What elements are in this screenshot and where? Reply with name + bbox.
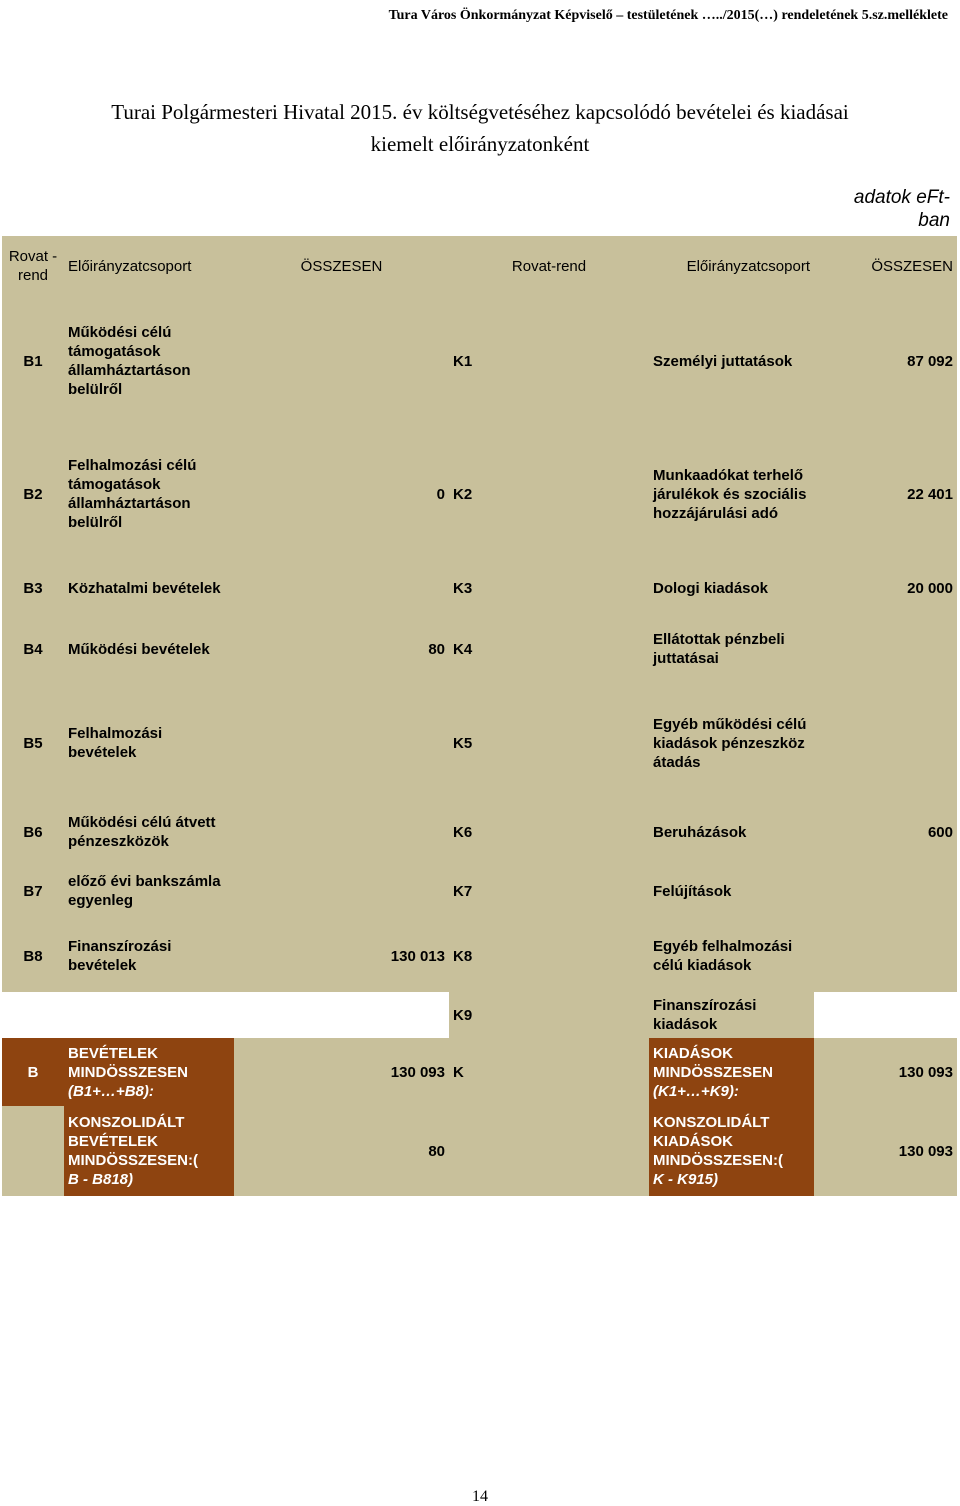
- row-k-label: Dologi kiadások: [653, 579, 769, 597]
- row-code: B6: [23, 823, 43, 841]
- table-header-row: [2, 236, 957, 296]
- row-label: Működési bevételek: [68, 640, 210, 658]
- konsz-value: 80: [234, 1106, 449, 1196]
- row-k-value: [814, 920, 957, 992]
- table-row-b4: [2, 614, 957, 684]
- table-row-b5: [2, 684, 957, 802]
- row-label: Felhalmozási célú támogatások államháztartáson belülről: [68, 457, 197, 531]
- row-k-label: Egyéb működési célú kiadások pénzeszköz átadás: [653, 715, 807, 771]
- row-label: Működési célú támogatások államháztartáson belülről: [68, 324, 191, 398]
- col-header-eloiranyzat-left: Előirányzatcsoport: [68, 257, 192, 275]
- total-k-label-formula: (K1+…+K9):: [653, 1082, 739, 1100]
- row-value: [234, 992, 449, 1038]
- total-label-formula: (B1+…+B8):: [68, 1082, 154, 1100]
- konsz-label-text: KONSZOLIDÁLT BEVÉTELEK MINDÖSSZESEN:(: [68, 1114, 199, 1169]
- row-k-code: K9: [449, 992, 649, 1038]
- row-code: [2, 992, 64, 1038]
- row-value: 0: [436, 485, 445, 503]
- total-value: 130 093: [234, 1038, 449, 1106]
- row-value: [234, 296, 449, 426]
- row-k-label: Felújítások: [653, 882, 732, 900]
- row-k-label: Beruházások: [653, 823, 747, 841]
- konsz-k-code: [449, 1106, 649, 1196]
- total-k-label: [649, 1038, 814, 1106]
- row-code: B8: [23, 947, 43, 965]
- col-header-osszesen-left: ÖSSZESEN: [300, 257, 383, 275]
- row-value: [234, 862, 449, 920]
- row-value: 130 013: [390, 947, 445, 965]
- total-k-value: 130 093: [814, 1038, 957, 1106]
- col-header-rovat: Rovat - rend: [8, 248, 58, 284]
- table-row-b7: [2, 862, 957, 920]
- row-k-label: Egyéb felhalmozási célú kiadások: [653, 938, 793, 974]
- row-label: [64, 992, 234, 1038]
- konsz-label-formula: B - B818): [68, 1171, 134, 1188]
- konsz-k-label-formula: K - K915): [653, 1171, 719, 1188]
- row-label: Finanszírozási bevételek: [68, 938, 172, 974]
- row-k-code: K6: [453, 823, 473, 841]
- row-k-code: K2: [453, 485, 473, 503]
- row-k-code: K7: [453, 882, 473, 900]
- page-number: 14: [472, 1488, 488, 1505]
- table-row-b1: [2, 296, 957, 426]
- row-code: B2: [23, 485, 43, 503]
- row-k-code: K5: [453, 734, 473, 752]
- col-header-rovatrend-right: Rovat-rend: [511, 257, 587, 275]
- row-label: előző évi bankszámla egyenleg: [68, 873, 221, 909]
- row-k-value: [814, 614, 957, 684]
- row-k-value: 87 092: [907, 352, 953, 370]
- row-value: [234, 802, 449, 862]
- page-title: [0, 96, 960, 160]
- row-value: [234, 562, 449, 614]
- row-k-label: Ellátottak pénzbeli juttatásai: [653, 631, 785, 667]
- konsz-k-value: 130 093: [814, 1106, 957, 1196]
- row-code: B4: [23, 640, 43, 658]
- row-value: 80: [428, 640, 445, 658]
- konsz-k-label: [649, 1106, 814, 1196]
- row-label: Felhalmozási bevételek: [68, 725, 163, 761]
- total-k-code: K: [449, 1038, 649, 1106]
- total-label-text: BEVÉTELEK MINDÖSSZESEN: [68, 1044, 189, 1081]
- table-row-b8: [2, 920, 957, 992]
- unit-note: adatok eFt-ban: [853, 187, 950, 231]
- konsz-label: [64, 1106, 234, 1196]
- row-code: B5: [23, 734, 43, 752]
- row-k-value: [814, 992, 957, 1038]
- total-label: [64, 1038, 234, 1106]
- row-k-label: Finanszírozási kiadások: [649, 992, 814, 1038]
- table-row-b6: [2, 802, 957, 862]
- row-label: Közhatalmi bevételek: [68, 579, 221, 597]
- row-code: B7: [23, 882, 43, 900]
- table-row-b3: [2, 562, 957, 614]
- row-label: Működési célú átvett pénzeszközök: [68, 814, 216, 850]
- row-k-value: 20 000: [907, 579, 953, 597]
- total-code: B: [2, 1038, 64, 1106]
- col-header-eloiranyzat-right: Előirányzatcsoport: [686, 257, 810, 275]
- table-row-konszolidalt: [2, 1106, 957, 1196]
- table-row-total: [2, 1038, 957, 1106]
- row-k-value: 22 401: [907, 485, 953, 503]
- table-row-k9: [2, 992, 957, 1038]
- row-code: B1: [23, 352, 43, 370]
- row-value: [234, 684, 449, 802]
- row-k-code: K4: [453, 640, 473, 658]
- title-line-1: Turai Polgármesteri Hivatal 2015. év költségvetéséhez kapcsolódó bevételei és kiadásai: [111, 100, 849, 124]
- row-k-label: Munkaadókat terhelő járulékok és szociális hozzájárulási adó: [653, 466, 807, 522]
- konsz-code: [2, 1106, 64, 1196]
- table-row-b2: [2, 426, 957, 562]
- konsz-k-label-text: KONSZOLIDÁLT KIADÁSOK MINDÖSSZESEN:(: [653, 1114, 784, 1169]
- row-k-code: K1: [453, 352, 473, 370]
- row-k-value: 600: [927, 823, 953, 841]
- col-header-osszesen-right: ÖSSZESEN: [871, 257, 953, 275]
- row-k-value: [814, 684, 957, 802]
- total-k-label-text: KIADÁSOK MINDÖSSZESEN: [653, 1044, 774, 1081]
- document-header: Tura Város Önkormányzat Képviselő – testületének …../2015(…) rendeletének 5.sz.melléklete: [388, 8, 948, 23]
- row-k-code: K3: [453, 579, 473, 597]
- row-k-label: Személyi juttatások: [653, 352, 793, 370]
- row-k-value: [814, 862, 957, 920]
- row-code: B3: [23, 579, 43, 597]
- title-line-2: kiemelt előirányzatonként: [370, 132, 590, 156]
- row-k-code: K8: [453, 947, 473, 965]
- budget-table: [2, 236, 957, 1196]
